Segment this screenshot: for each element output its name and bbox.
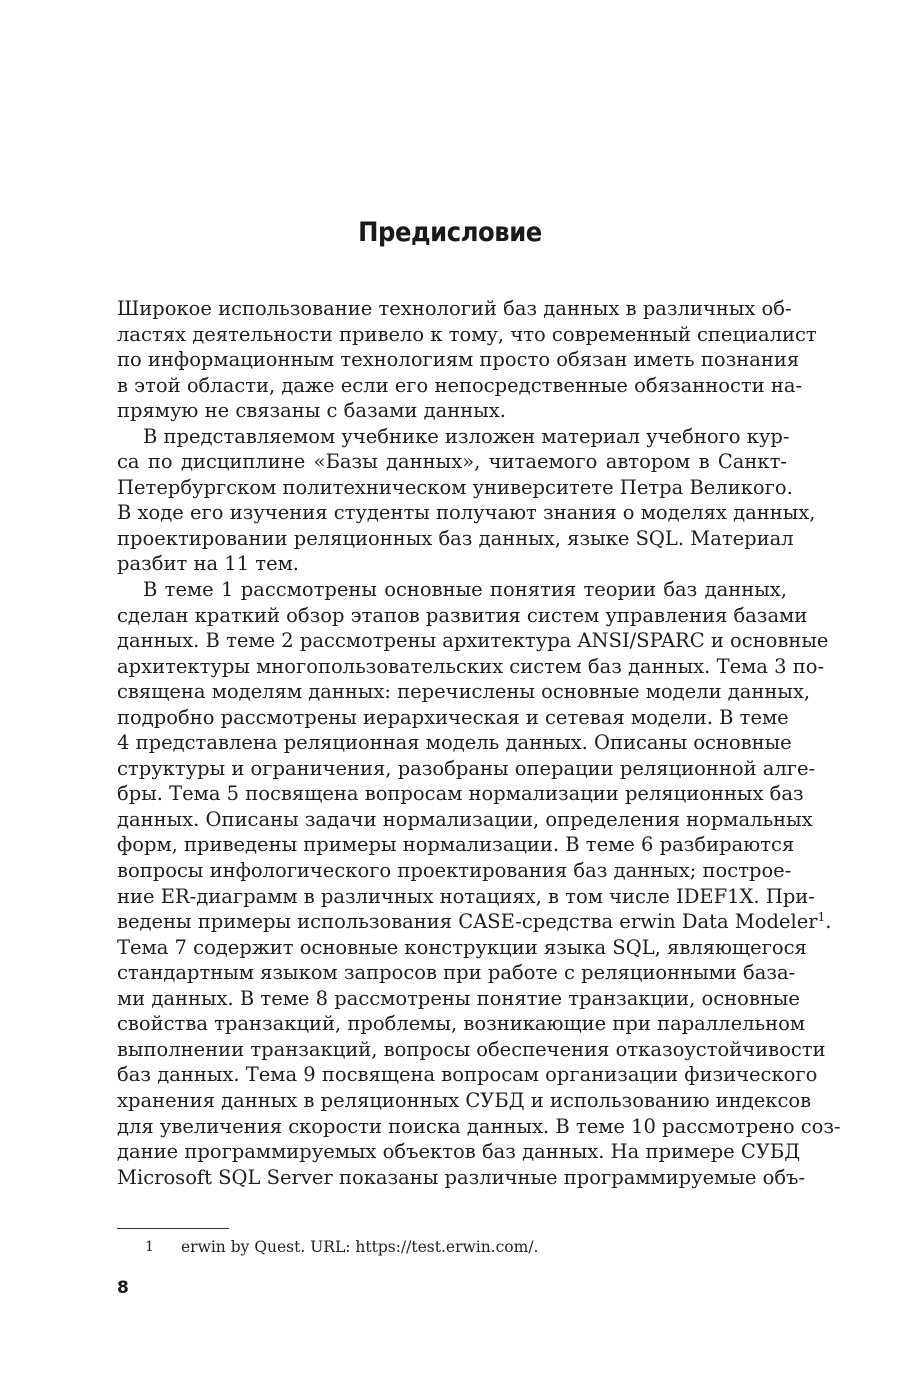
text-line: прямую не связаны с базами данных. <box>117 399 506 423</box>
text-line-with-footnote <box>117 909 832 935</box>
text-line: ластях деятельности привело к тому, что современный специалист <box>117 322 817 346</box>
text-line: са по дисциплине «Базы данных», читаемого автором в Санкт- <box>117 450 787 474</box>
page-number: 8 <box>117 1278 129 1298</box>
text-line-content: ведены примеры использования CASE-средства erwin Data Modeler <box>117 910 818 934</box>
footnote-reference-period: . <box>825 910 832 934</box>
text-line: данных. Описаны задачи нормализации, определения нормальных <box>117 807 813 831</box>
text-line: дание программируемых объектов баз данных. На примере СУБД <box>117 1140 801 1164</box>
text-line: выполнении транзакций, вопросы обеспечения отказоустойчивости <box>117 1037 826 1061</box>
text-line: стандартным языком запросов при работе с реляционными база- <box>117 961 796 985</box>
text-line: разбит на 11 тем. <box>117 552 299 576</box>
text-line: ми данных. В теме 8 рассмотрены понятие транзакции, основные <box>117 986 800 1010</box>
footnote-divider <box>117 1228 229 1229</box>
text-line: 4 представлена реляционная модель данных. Описаны основные <box>117 731 792 755</box>
footnote-number: 1 <box>145 1239 154 1255</box>
text-line: проектировании реляционных баз данных, языке SQL. Материал <box>117 526 794 550</box>
text-line: В представляемом учебнике изложен материал учебного кур- <box>143 424 790 448</box>
text-line: по информационным технологиям просто обязан иметь познания <box>117 348 800 372</box>
footnote <box>117 1236 787 1258</box>
text-line: В теме 1 рассмотрены основные понятия теории баз данных, <box>143 578 787 602</box>
footnote-text: erwin by Quest. URL: https://test.erwin.com/. <box>181 1238 539 1256</box>
text-line: данных. В теме 2 рассмотрены архитектура ANSI/SPARC и основные <box>117 629 829 653</box>
text-line: Microsoft SQL Server показаны различные программируемые объ- <box>117 1165 806 1189</box>
footnote-reference[interactable]: 1 <box>817 910 826 925</box>
text-line: в этой области, даже если его непосредственные обязанности на- <box>117 373 803 397</box>
text-line: ние ER-диаграмм в различных нотациях, в том числе IDEF1X. При- <box>117 884 815 908</box>
text-line: структуры и ограничения, разобраны операции реляционной алге- <box>117 756 816 780</box>
text-line: архитектуры многопользовательских систем баз данных. Тема 3 по- <box>117 654 825 678</box>
text-line: бры. Тема 5 посвящена вопросам нормализации реляционных баз <box>117 782 804 806</box>
text-line: священа моделям данных: перечислены основные модели данных, <box>117 680 811 704</box>
text-line: Широкое использование технологий баз данных в различных об- <box>117 297 792 320</box>
text-line: Тема 7 содержит основные конструкции языка SQL, являющегося <box>117 935 807 959</box>
text-line: форм, приведены примеры нормализации. В теме 6 разбираются <box>117 833 795 857</box>
text-line: Петербургском политехническом университете Петра Великого. <box>117 475 793 499</box>
preface-body <box>117 296 841 1190</box>
page-title: Предисловие <box>358 217 542 248</box>
text-line: свойства транзакций, проблемы, возникающие при параллельном <box>117 1012 806 1036</box>
text-line: подробно рассмотрены иерархическая и сетевая модели. В теме <box>117 705 789 729</box>
text-line: хранения данных в реляционных СУБД и использованию индексов <box>117 1088 812 1112</box>
text-line: В ходе его изучения студенты получают знания о моделях данных, <box>117 501 816 525</box>
text-line: баз данных. Тема 9 посвящена вопросам организации физического <box>117 1063 818 1087</box>
text-line: сделан краткий обзор этапов развития систем управления базами <box>117 603 808 627</box>
text-line: вопросы инфологического проектирования баз данных; построе- <box>117 859 792 883</box>
text-line: для увеличения скорости поиска данных. В теме 10 рассмотрено соз- <box>117 1114 841 1138</box>
